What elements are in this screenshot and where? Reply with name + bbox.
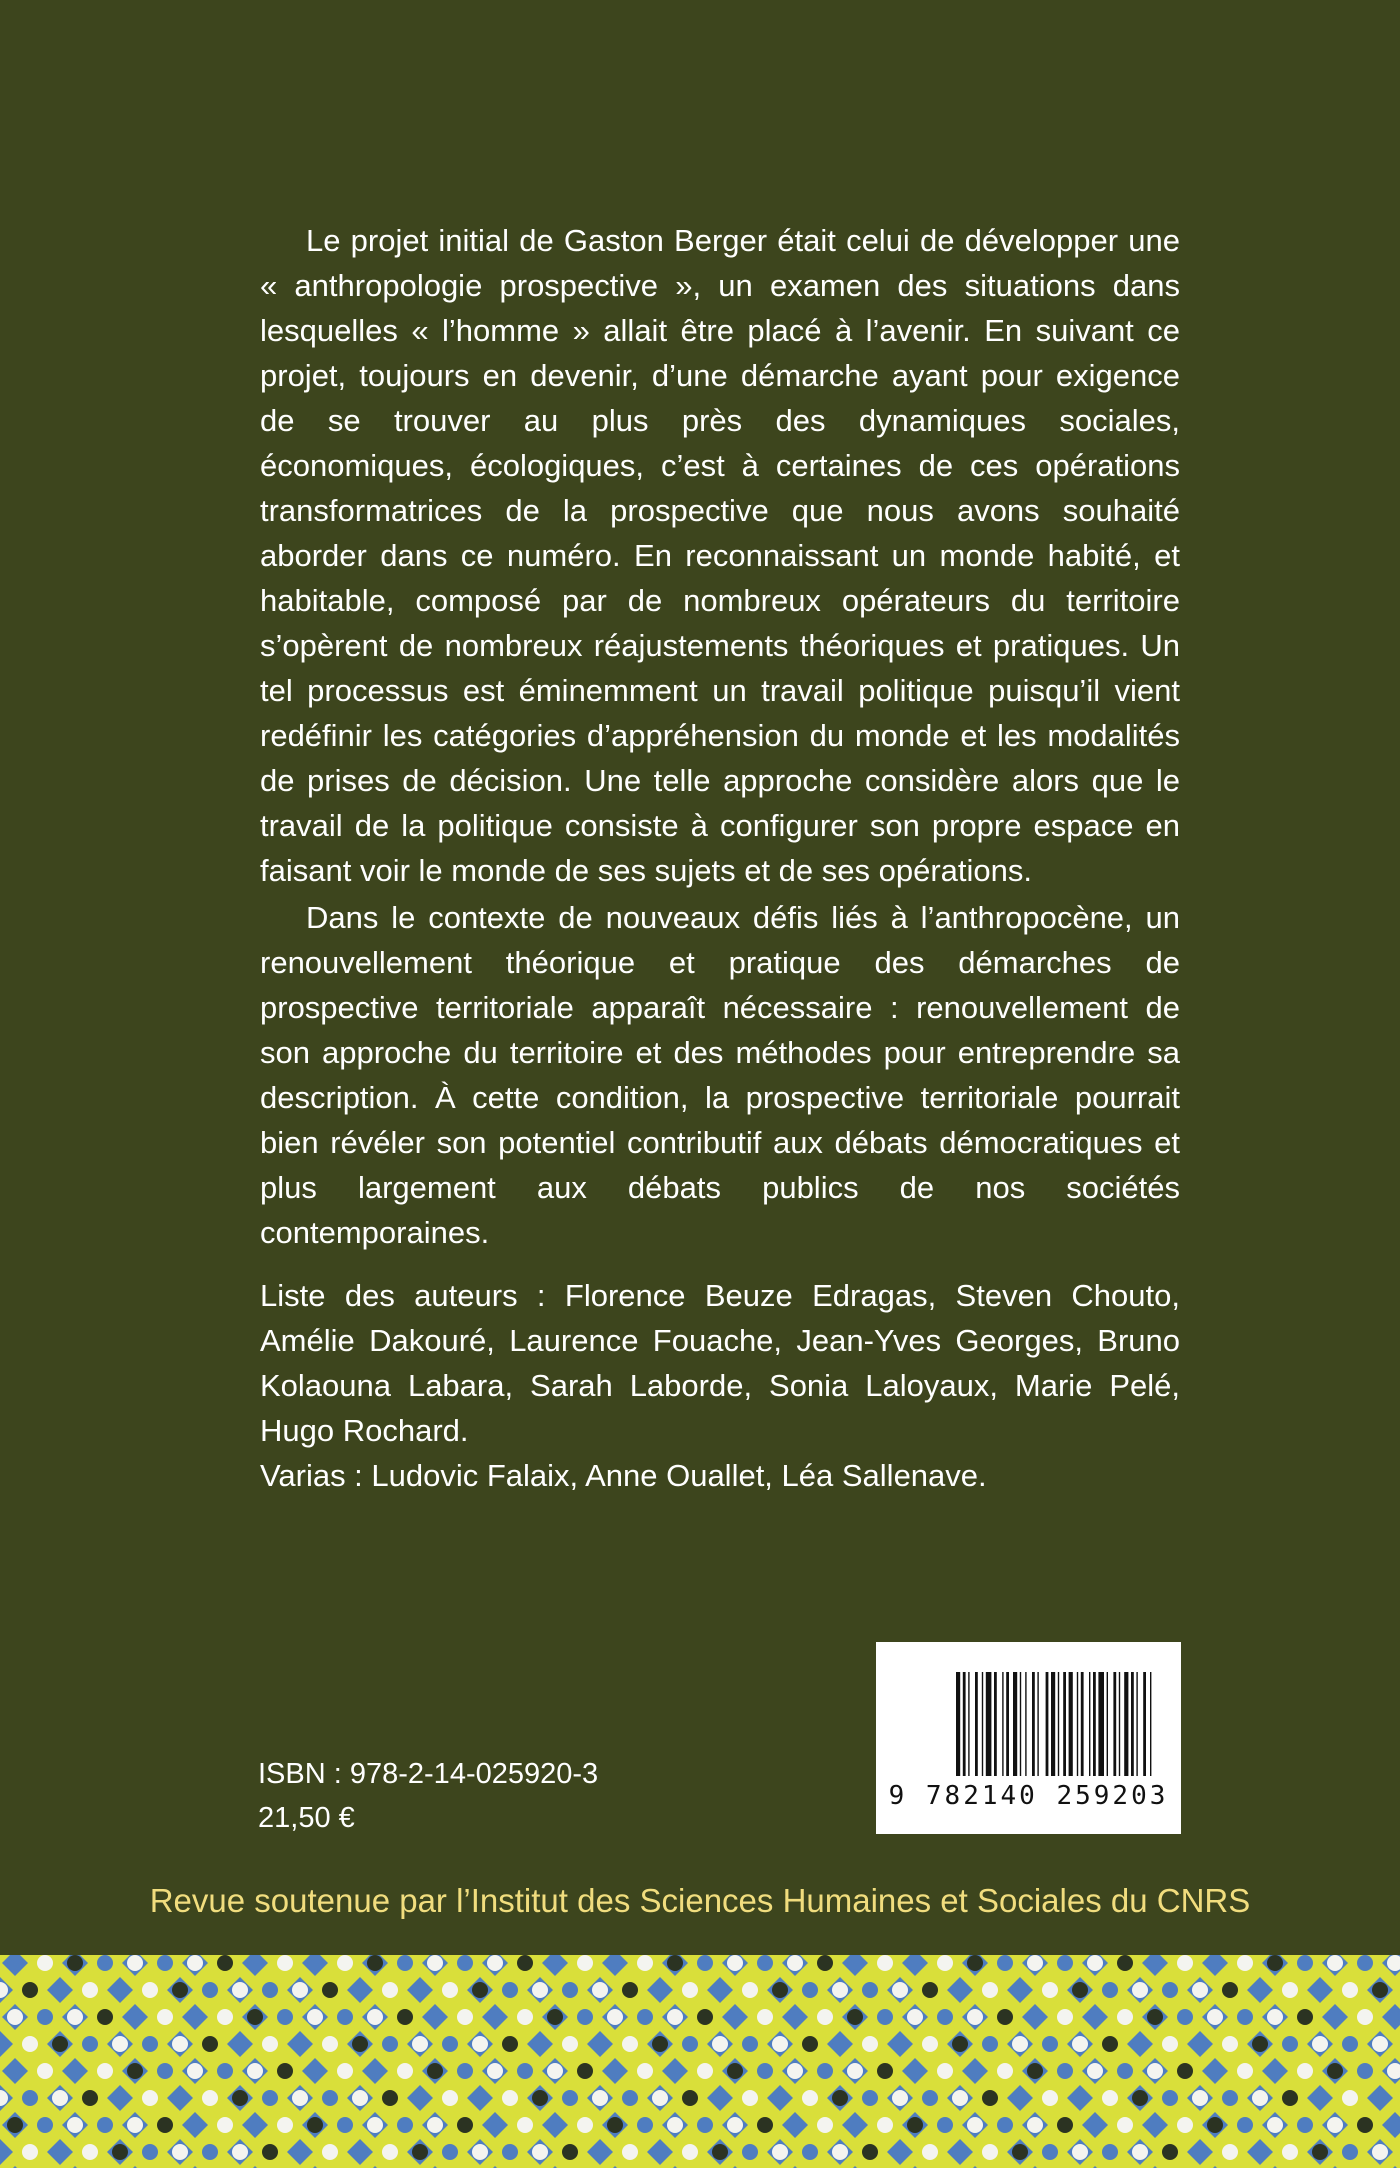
isbn-price-block: [258, 1752, 598, 1840]
authors-list: [260, 1273, 1180, 1498]
description-paragraph-1: [260, 218, 1180, 893]
isbn: ISBN : 978-2-14-025920-3: [258, 1758, 599, 1790]
paragraph-text: Dans le contexte de nouveaux défis liés à l’anthropocène, un renouvellement théorique et pratique des démarches de prospective territoriale apparaît nécessaire : renouvellement de son approche du territoire et des méthodes pour entreprendre sa description. À cette condition, la prospective territoriale pourrait bien révéler son potentiel contributif aux débats démocratiques et plus largement aux débats publics de nos sociétés contemporaines.: [260, 900, 1180, 1250]
decorative-pattern: [0, 1955, 1400, 2168]
price: 21,50 €: [258, 1802, 355, 1834]
support-line: Revue soutenue par l’Institut des Sciences Humaines et Sociales du CNRS: [149, 1882, 1251, 1919]
authors-text: Liste des auteurs : Florence Beuze Edragas, Steven Chouto, Amélie Dakouré, Laurence Fouache, Jean-Yves Georges, Bruno Kolaouna Labara, Sarah Laborde, Sonia Laloyaux, Marie Pelé, Hugo Rochard.: [260, 1278, 1180, 1448]
description-paragraph-2: [260, 895, 1180, 1255]
barcode-number: 9 782140 259203: [888, 1781, 1169, 1811]
varias-text: Varias : Ludovic Falaix, Anne Ouallet, Léa Sallenave.: [260, 1458, 987, 1493]
paragraph-text: Le projet initial de Gaston Berger était celui de développer une « anthropologie prospective », un examen des situations dans lesquelles « l’homme » allait être placé à l’avenir. En suivant ce projet, toujours en devenir, d’une démarche ayant pour exigence de se trouver au plus près des dynamiques sociales, économiques, écologiques, c’est à certaines de ces opérations transformatrices de la prospective que nous avons souhaité aborder dans ce numéro. En reconnaissant un monde habité, et habitable, composé par de nombreux opérateurs du territoire s’opèrent de nombreux réajustements théoriques et pratiques. Un tel processus est éminemment un travail politique puisqu’il vient redéfinir les catégories d’appréhension du monde et les modalités de prises de décision. Une telle approche considère alors que le travail de la politique consiste à configurer son propre espace en faisant voir le monde de ses sujets et de ses opérations.: [260, 223, 1180, 888]
barcode: [876, 1642, 1181, 1834]
